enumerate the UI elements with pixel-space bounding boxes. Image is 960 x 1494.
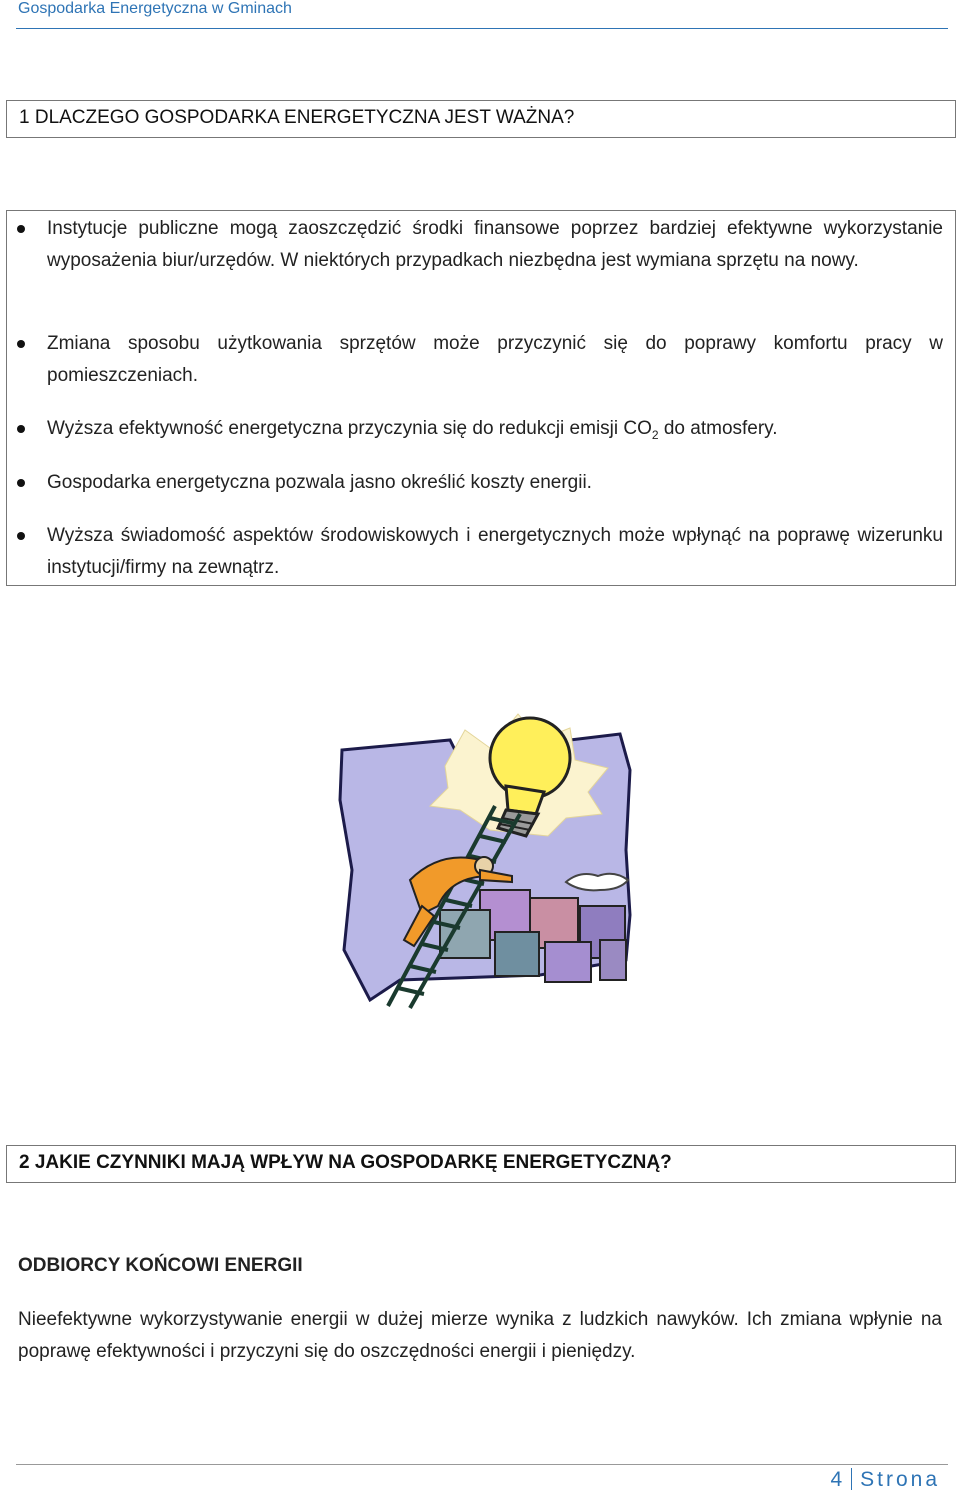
body-paragraph: Nieefektywne wykorzystywanie energii w dużej mierze wynika z ludzkich nawyków. Ich zmiana wpłynie na poprawę efektywności i przyczyni się do oszczędności energii i pieniędzy.: [18, 1309, 942, 1362]
bullet-text: Gospodarka energetyczna pozwala jasno określić koszty energii.: [47, 472, 592, 493]
list-item: [47, 413, 943, 451]
section-1-heading: 1 DLACZEGO GOSPODARKA ENERGETYCZNA JEST WAŻNA?: [19, 107, 575, 128]
lightbulb: [490, 718, 570, 798]
co2-subscript: 2: [651, 427, 659, 442]
page-footer: [830, 1468, 940, 1492]
bullet-text: Zmiana sposobu użytkowania sprzętów może przyczynić się do poprawy komfortu pracy w pomieszczeniach.: [47, 333, 943, 386]
bullet-icon: [17, 425, 25, 433]
bullet-icon: [17, 225, 25, 233]
document-header-title: Gospodarka Energetyczna w Gminach: [18, 0, 292, 17]
list-item: [47, 328, 943, 392]
bullet-text: Instytucje publiczne mogą zaoszczędzić środki finansowe poprzez bardziej efektywne wykorzystanie wyposażenia biur/urzędów. W niektórych przypadkach niezbędna jest wymiana sprzętu na nowy.: [47, 218, 943, 271]
bullet-icon: [17, 340, 25, 348]
list-item: [47, 213, 943, 277]
list-item: [47, 520, 943, 584]
bullet-icon: [17, 479, 25, 487]
lightbulb-ladder-illustration: [330, 710, 650, 1010]
list-item: [47, 467, 943, 499]
cloud: [566, 874, 628, 891]
bullet-text-suffix: do atmosfery.: [658, 418, 778, 439]
footer-divider: [16, 1464, 948, 1465]
benefits-bullet-box: [6, 210, 956, 586]
bullet-text: Wyższa świadomość aspektów środowiskowych i energetycznych może wpłynąć na poprawę wizerunku instytucji/firmy na zewnątrz.: [47, 525, 943, 578]
bullet-text: Wyższa efektywność energetyczna przyczynia się do redukcji emisji CO: [47, 418, 652, 439]
section-2-heading: 2 JAKIE CZYNNIKI MAJĄ WPŁYW NA GOSPODARKĘ ENERGETYCZNĄ?: [19, 1152, 672, 1173]
page-number: 4: [830, 1468, 846, 1491]
subsection-heading: ODBIORCY KOŃCOWI ENERGII: [18, 1255, 303, 1276]
footer-separator: [851, 1468, 852, 1490]
section-2-heading-box: [6, 1145, 956, 1183]
page-label: Strona: [860, 1468, 940, 1491]
bullet-icon: [17, 532, 25, 540]
section-1-heading-box: [6, 100, 956, 138]
header-divider: [16, 28, 948, 29]
